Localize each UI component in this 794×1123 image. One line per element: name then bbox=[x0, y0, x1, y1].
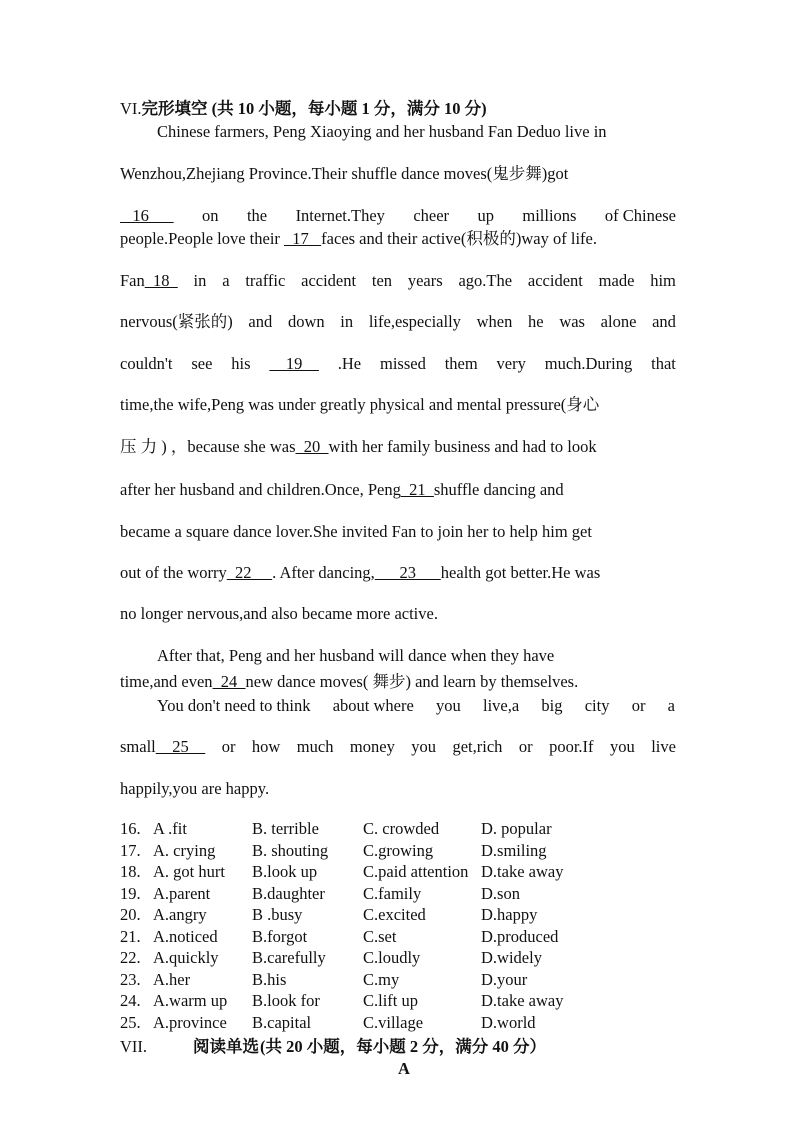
passage-line-12 bbox=[120, 563, 600, 583]
option-choice: B.look up bbox=[252, 862, 318, 881]
paragraph-3-line-1 bbox=[157, 696, 675, 716]
option-choice: A.province bbox=[153, 1012, 227, 1032]
blank-17: 17 bbox=[284, 229, 322, 248]
p3-line-1-word: You don't need to think bbox=[157, 696, 311, 715]
p2-line-2-end: new dance moves( 舞步) and learn by themselves. bbox=[245, 672, 579, 691]
p3-line-1-word: live,a bbox=[482, 696, 520, 715]
blank-23: 23 bbox=[374, 563, 441, 582]
line-10-start: after her husband and children.Once, Peng bbox=[120, 480, 401, 499]
line-5-word: ten bbox=[371, 271, 393, 290]
option-choice: D.smiling bbox=[481, 840, 547, 860]
p3-line-1-word: you bbox=[436, 696, 461, 715]
line-6-word: and bbox=[652, 312, 676, 331]
line-6-word: nervous(紧张的) bbox=[120, 312, 233, 331]
line-7-word: that bbox=[651, 354, 676, 373]
option-choice: B.look for bbox=[252, 991, 320, 1010]
option-choice: C.village bbox=[363, 1012, 424, 1032]
p3-line-2-word: get,rich bbox=[452, 737, 503, 756]
option-choice: A.quickly bbox=[153, 948, 219, 967]
line-5-start: Fan bbox=[120, 271, 145, 290]
option-number: 25. bbox=[120, 1012, 141, 1032]
p3-line-1-word: a bbox=[667, 696, 675, 715]
option-choice: A .fit bbox=[153, 819, 187, 838]
option-number: 17. bbox=[120, 840, 141, 860]
line-7-word: them bbox=[444, 354, 478, 373]
option-number: 18. bbox=[120, 862, 141, 881]
passage-line-2: Wenzhou,Zhejiang Province.Their shuffle dance moves(鬼步舞)got bbox=[120, 164, 569, 183]
line-3-word: of Chinese bbox=[604, 206, 676, 225]
passage-line-5 bbox=[120, 271, 676, 291]
line-5-word: a bbox=[222, 271, 230, 290]
line-7-word: very bbox=[496, 354, 526, 373]
p3-line-2-start: small bbox=[120, 737, 156, 756]
line-6-word: when bbox=[476, 312, 513, 331]
option-choice: D.produced bbox=[481, 926, 559, 946]
option-choice: B.carefully bbox=[252, 948, 326, 967]
option-choice: D.widely bbox=[481, 948, 542, 967]
blank-16: 16 bbox=[120, 206, 174, 225]
line-5-word: years bbox=[407, 271, 443, 290]
section-6-heading bbox=[120, 99, 487, 119]
blank-22: 22 bbox=[226, 563, 273, 582]
line-10-end: shuffle dancing and bbox=[433, 480, 564, 499]
option-number: 21. bbox=[120, 926, 141, 946]
line-3-word: Internet.They bbox=[295, 206, 385, 225]
line-7-word: couldn't bbox=[120, 354, 173, 373]
option-choice: A. got hurt bbox=[153, 862, 225, 881]
line-9-start: 压 力 ) ，because she was bbox=[120, 437, 296, 456]
line-5-word: ago.The bbox=[458, 271, 513, 290]
passage-line-11: became a square dance lover.She invited Fan to join her to help him get bbox=[120, 522, 592, 541]
section-7-heading bbox=[120, 1037, 546, 1057]
paragraph-2-line-2 bbox=[120, 672, 578, 692]
blank-24: 24 bbox=[212, 672, 246, 691]
blank-21: 21 bbox=[400, 480, 434, 499]
option-choice: A.her bbox=[153, 969, 191, 989]
section-7-title: 阅读单选 bbox=[193, 1037, 259, 1056]
p3-line-2-word: you bbox=[411, 737, 437, 756]
p3-line-1-word: about where bbox=[332, 696, 414, 715]
line-6-word: he bbox=[528, 312, 544, 331]
line-7-word: .He bbox=[337, 354, 362, 373]
line-12-start: out of the worry bbox=[120, 563, 227, 582]
passage-line-6 bbox=[120, 312, 676, 332]
option-choice: C.loudly bbox=[363, 948, 421, 967]
passage-line-3 bbox=[120, 206, 676, 226]
option-choice: C.excited bbox=[363, 905, 426, 924]
line-7-word: missed bbox=[379, 354, 426, 373]
p3-line-2-word: money bbox=[349, 737, 395, 756]
option-choice: D.world bbox=[481, 1012, 536, 1032]
blank-19: 19 bbox=[269, 354, 319, 373]
line-5-word: in bbox=[193, 271, 207, 290]
line-6-word: in bbox=[340, 312, 354, 331]
passage-line-9 bbox=[120, 437, 597, 457]
option-number: 22. bbox=[120, 948, 141, 967]
line-5-word: accident bbox=[527, 271, 583, 290]
passage-line-13: no longer nervous,and also became more active. bbox=[120, 604, 438, 623]
option-choice: A. crying bbox=[153, 840, 216, 860]
option-number: 16. bbox=[120, 819, 141, 838]
option-choice: D.your bbox=[481, 969, 528, 989]
blank-18: 18 bbox=[144, 271, 178, 290]
p3-line-1-word: city bbox=[584, 696, 610, 715]
line-6-word: was bbox=[559, 312, 585, 331]
option-choice: B. terrible bbox=[252, 819, 319, 838]
option-choice: B.forgot bbox=[252, 926, 308, 946]
option-number: 19. bbox=[120, 883, 141, 903]
option-choice: B. shouting bbox=[252, 840, 329, 860]
passage-line-7 bbox=[120, 354, 676, 374]
option-choice: B.daughter bbox=[252, 883, 325, 903]
line-5-word: him bbox=[650, 271, 676, 290]
line-3-word: on bbox=[202, 206, 219, 225]
passage-line-10 bbox=[120, 480, 564, 500]
option-number: 24. bbox=[120, 991, 141, 1010]
line-7-word: see bbox=[191, 354, 213, 373]
option-choice: C.lift up bbox=[363, 991, 419, 1010]
option-choice: C.my bbox=[363, 969, 400, 989]
line-4-end: faces and their active(积极的)way of life. bbox=[321, 229, 597, 248]
passage-line-4 bbox=[120, 229, 597, 249]
line-3-word: cheer bbox=[413, 206, 450, 225]
line-7-word: his bbox=[231, 354, 251, 373]
line-12-end: health got better.He was bbox=[440, 563, 601, 582]
option-choice: D.take away bbox=[481, 991, 564, 1010]
line-3-word: up bbox=[477, 206, 494, 225]
line-6-word: and bbox=[248, 312, 273, 331]
line-3-word: the bbox=[246, 206, 268, 225]
p2-line-2-start: time,and even bbox=[120, 672, 213, 691]
p3-line-1-word: or bbox=[631, 696, 646, 715]
section-6-title: 完形填空 bbox=[141, 99, 208, 118]
p3-line-2-word: much bbox=[296, 737, 334, 756]
option-choice: B.capital bbox=[252, 1012, 312, 1032]
paragraph-3-line-2 bbox=[120, 737, 676, 757]
option-choice: B.his bbox=[252, 969, 287, 989]
option-choice: A.noticed bbox=[153, 926, 218, 946]
section-7-scoring: (共 20 小题，每小题 2 分，满分 40 分） bbox=[260, 1037, 546, 1056]
line-3-word: millions bbox=[522, 206, 577, 225]
option-choice: D.happy bbox=[481, 905, 538, 924]
passage-line-8: time,the wife,Peng was under greatly physical and mental pressure(身心 bbox=[120, 395, 600, 414]
option-choice: D.take away bbox=[481, 862, 564, 881]
option-choice: D.son bbox=[481, 883, 520, 903]
line-6-word: alone bbox=[600, 312, 637, 331]
paragraph-3-line-3: happily,you are happy. bbox=[120, 779, 270, 798]
option-choice: B .busy bbox=[252, 905, 303, 924]
option-choice: C.set bbox=[363, 926, 397, 946]
line-9-end: with her family business and had to look bbox=[328, 437, 597, 456]
line-4-start: people.People love their bbox=[120, 229, 285, 248]
option-choice: A.warm up bbox=[153, 991, 228, 1010]
line-7-word: much.During bbox=[544, 354, 633, 373]
line-5-word: made bbox=[598, 271, 635, 290]
p3-line-2-word: poor.If bbox=[549, 737, 594, 756]
option-choice: A.parent bbox=[153, 883, 211, 903]
blank-25: 25 bbox=[155, 737, 206, 756]
p3-line-2-word: or bbox=[518, 737, 533, 756]
line-5-word: accident bbox=[301, 271, 357, 290]
p3-line-2-word: live bbox=[651, 737, 676, 756]
option-number: 23. bbox=[120, 969, 141, 989]
line-12-mid: . After dancing, bbox=[272, 563, 375, 582]
section-7-part-label: A bbox=[398, 1059, 410, 1078]
line-5-word: traffic bbox=[245, 271, 286, 290]
option-choice: C.growing bbox=[363, 840, 434, 860]
section-6-number: VI. bbox=[120, 99, 142, 118]
passage-line-1: Chinese farmers, Peng Xiaoying and her husband Fan Deduo live in bbox=[157, 122, 607, 141]
option-choice: C.paid attention bbox=[363, 862, 469, 881]
section-6-scoring: (共 10 小题，每小题 1 分，满分 10 分) bbox=[211, 99, 487, 118]
option-choice: A.angry bbox=[153, 905, 207, 924]
line-6-word: life,especially bbox=[368, 312, 461, 331]
section-7-number: VII. bbox=[120, 1037, 148, 1056]
p3-line-2-word: or bbox=[221, 737, 236, 756]
option-choice: C. crowded bbox=[363, 819, 440, 838]
option-choice: D. popular bbox=[481, 819, 552, 838]
p3-line-1-word: big bbox=[541, 696, 563, 715]
line-6-word: down bbox=[287, 312, 325, 331]
blank-20: 20 bbox=[295, 437, 329, 456]
p3-line-2-word: how bbox=[251, 737, 281, 756]
p3-line-2-word: you bbox=[609, 737, 635, 756]
option-choice: C.family bbox=[363, 883, 422, 903]
paragraph-2-line-1: After that, Peng and her husband will dance when they have bbox=[157, 646, 555, 665]
option-number: 20. bbox=[120, 905, 141, 924]
